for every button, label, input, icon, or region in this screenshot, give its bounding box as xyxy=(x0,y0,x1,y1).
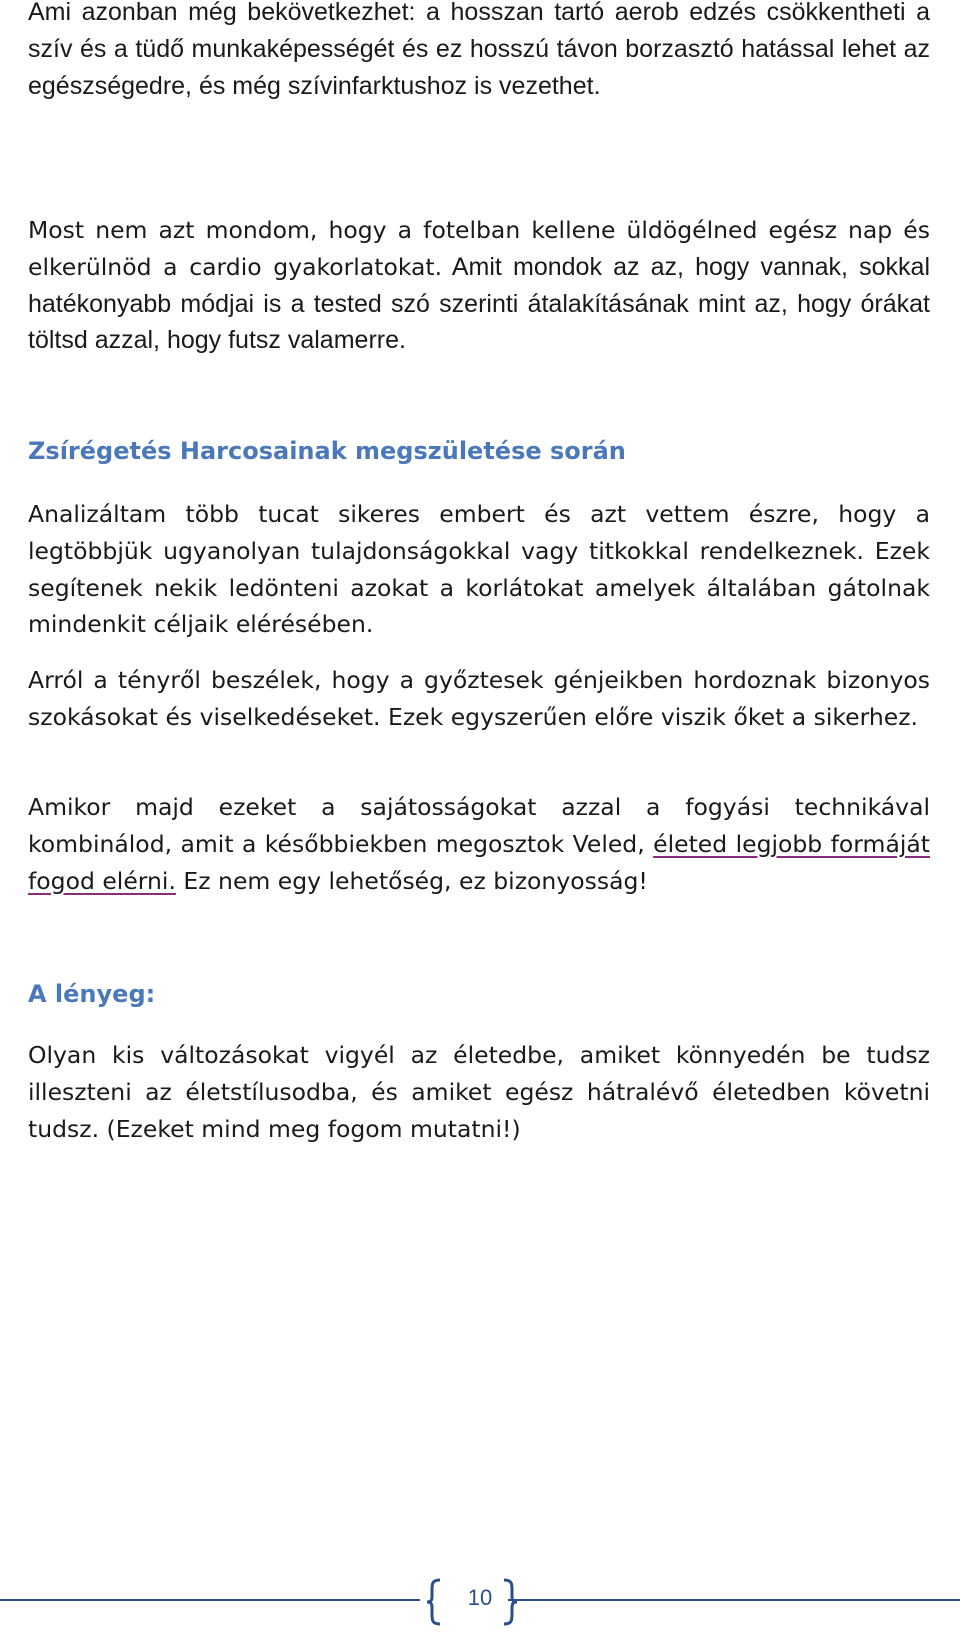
footer-rule-left xyxy=(0,1599,420,1601)
best-shape-link[interactable]: életed legjobb formáját fogod elérni. xyxy=(28,829,930,895)
paragraph-small-changes: Olyan kis változásokat vigyél az életedbe, amiket könnyedén be tudsz illeszteni az életstílusodba, és amiket egész hátralévő életedben követni tudsz. (Ezeket mind meg fogom mutatni!) xyxy=(28,1041,930,1143)
footer-rule-right xyxy=(508,1599,960,1601)
paragraph-aerobic-risk: Ami azonban még bekövetkezhet: a hosszan tartó aerob edzés csökkentheti a szív és a tüdő munkaképességét és ez hosszú távon borzasztó hatással lehet az egészségedre, és még szívinfarktushoz is vezethet. xyxy=(28,0,930,100)
paragraph-cardio-part1: Most nem azt mondom, hogy a fotelban kellene üldögélned egész nap és elkerülnöd a cardio gyakorlatokat. xyxy=(28,216,930,281)
section-heading-fat-burning-warriors: Zsírégetés Harcosainak megszületése során xyxy=(28,437,626,465)
section-heading-essence: A lényeg: xyxy=(28,980,156,1008)
paragraph-winners-habits: Arról a tényről beszélek, hogy a győztesek génjeikben hordoznak bizonyos szokásokat és viselkedéseket. Ezek egyszerűen előre viszik őket a sikerhez. xyxy=(28,666,930,731)
paragraph-cardio-part2: Amit mondok az az, hogy vannak, sokkal hatékonyabb módjai is a tested szó szerinti átalakításának mint az, hogy órákat töltsd azzal, hogy futsz valamerre. xyxy=(28,252,931,355)
paragraph-combination-tail: Ez nem egy lehetőség, ez bizonyosság! xyxy=(175,866,648,895)
page-number: 10 xyxy=(467,1585,493,1610)
paragraph-cardio xyxy=(28,212,930,359)
paragraph-combination xyxy=(28,789,930,899)
paragraph-analysis: Analizáltam több tucat sikeres embert és azt vettem észre, hogy a legtöbbjük ugyanolyan tulajdonságokkal vagy titkokkal rendelkeznek. Ezek segítenek nekik ledönteni azokat a korlátokat amelyek általában gátolnak mindenkit céljaik elérésében. xyxy=(28,500,930,639)
left-brace-icon xyxy=(424,1578,444,1626)
paragraph-combination-text: Amikor majd ezeket a sajátosságokat azzal a fogyási technikával kombinálod, amit a későbbiekben megosztok Veled, xyxy=(28,793,930,858)
